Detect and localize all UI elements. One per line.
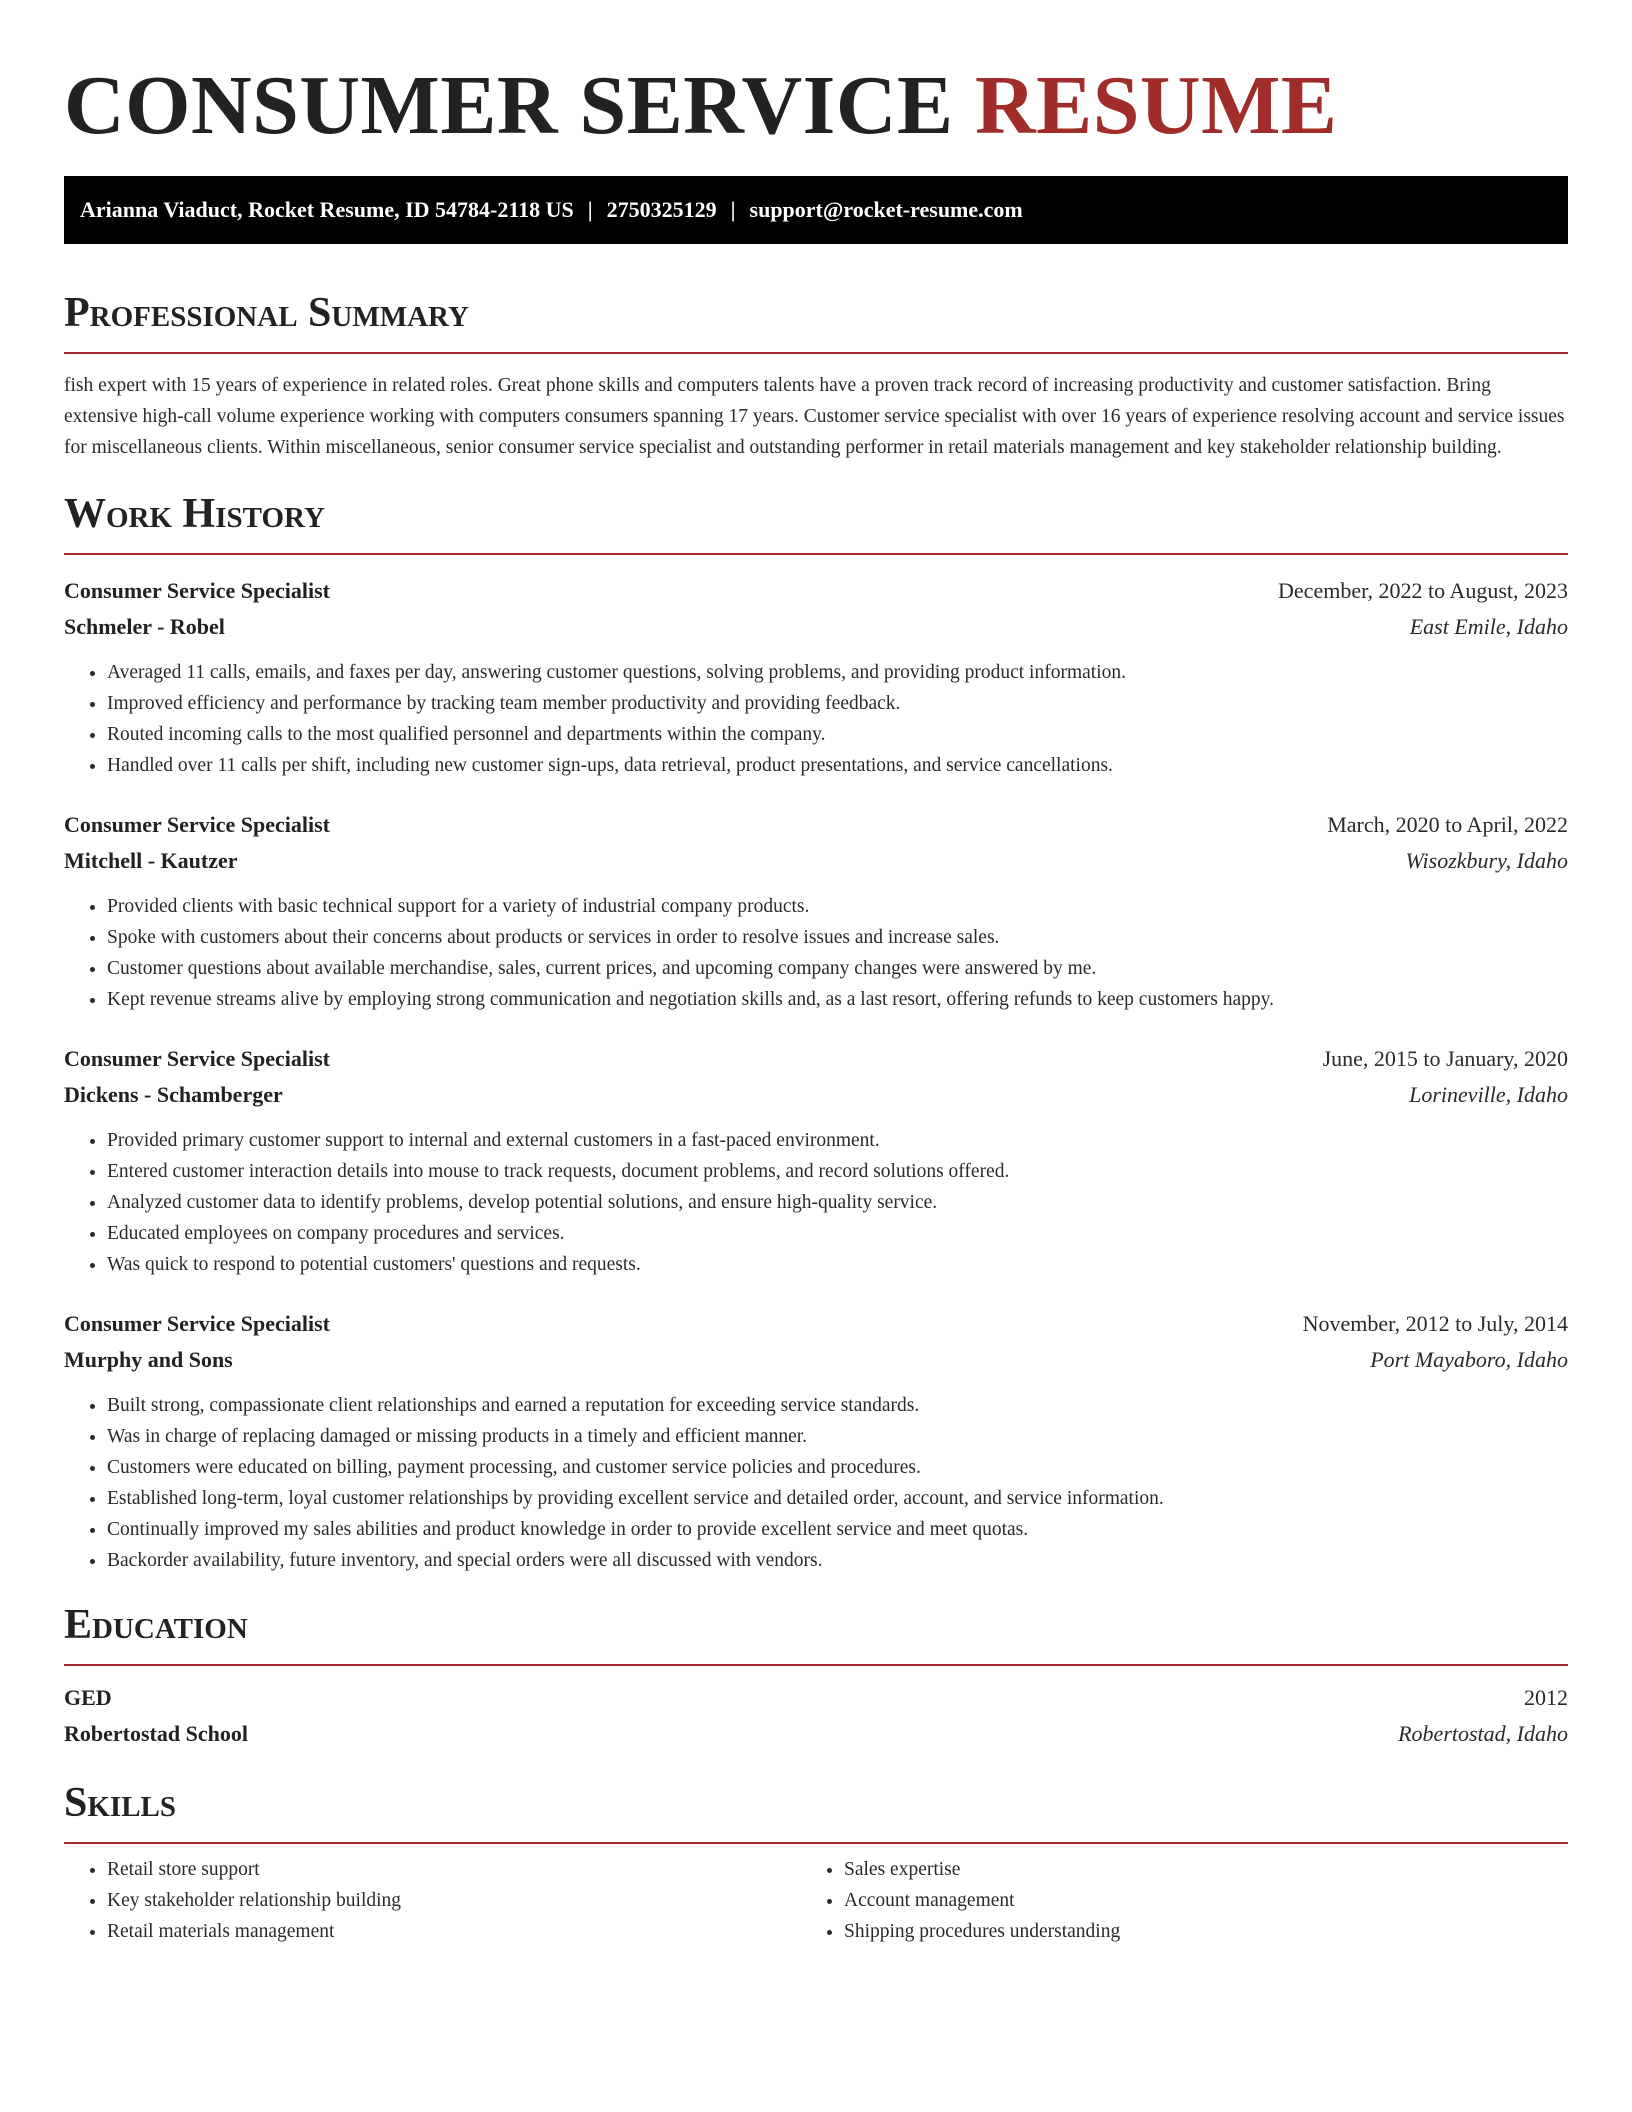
- job-bullets: [64, 891, 1568, 1015]
- education-degree: GED: [64, 1685, 112, 1710]
- skill-item: • Account management: [844, 1885, 1538, 1916]
- job-bullet: • Customer questions about available merchandise, sales, current prices, and upcoming company changes were answered by me.: [107, 953, 1568, 984]
- education-section: [64, 1600, 1568, 1752]
- job-location: Port Mayaboro, Idaho: [1370, 1347, 1568, 1372]
- title-accent: RESUME: [975, 59, 1338, 152]
- job-bullet: • Analyzed customer data to identify problems, develop potential solutions, and ensure high-quality service.: [107, 1187, 1568, 1218]
- job-bullet: • Built strong, compassionate client relationships and earned a reputation for exceeding service standards.: [107, 1390, 1568, 1421]
- job-list: [64, 573, 1568, 1576]
- job-row-bottom: [64, 1077, 1568, 1113]
- job-bullet: • Improved efficiency and performance by tracking team member productivity and providing feedback.: [107, 688, 1568, 719]
- section-heading-work-history: Work History: [64, 491, 325, 537]
- job-title: Consumer Service Specialist: [64, 578, 331, 603]
- job-bullet: • Was quick to respond to potential customers' questions and requests.: [107, 1249, 1568, 1280]
- education-school: Robertostad School: [64, 1721, 248, 1746]
- summary-section: [64, 288, 1568, 463]
- job-bullets: [64, 1390, 1568, 1576]
- contact-separator: |: [587, 197, 593, 222]
- skill-item: • Retail materials management: [107, 1916, 801, 1947]
- job-bullets: [64, 657, 1568, 781]
- job-row-bottom: [64, 843, 1568, 879]
- skills-grid: [64, 1854, 1568, 1947]
- job-bullet: • Spoke with customers about their concerns about products or services in order to resolve issues and increase sales.: [107, 922, 1568, 953]
- resume-title: [64, 58, 1568, 154]
- contact-separator: |: [730, 197, 736, 222]
- section-divider: [64, 553, 1568, 555]
- job-dates: December, 2022 to August, 2023: [1278, 578, 1568, 603]
- job-company: Mitchell - Kautzer: [64, 848, 238, 873]
- skills-section: [64, 1778, 1568, 1947]
- job-company: Dickens - Schamberger: [64, 1082, 283, 1107]
- section-divider: [64, 1842, 1568, 1844]
- education-row-top: [64, 1680, 1568, 1716]
- job-bullet: • Continually improved my sales abilities and product knowledge in order to provide excellent service and meet quotas.: [107, 1514, 1568, 1545]
- section-divider: [64, 352, 1568, 354]
- job-row-top: [64, 807, 1568, 843]
- job-location: Lorineville, Idaho: [1409, 1082, 1568, 1107]
- job-entry: [64, 1041, 1568, 1280]
- job-company: Murphy and Sons: [64, 1347, 233, 1372]
- education-row-bottom: [64, 1716, 1568, 1752]
- education-location: Robertostad, Idaho: [1398, 1721, 1568, 1746]
- job-row-bottom: [64, 609, 1568, 645]
- job-row-bottom: [64, 1342, 1568, 1378]
- job-bullet: • Customers were educated on billing, payment processing, and customer service policies and procedures.: [107, 1452, 1568, 1483]
- job-bullet: • Educated employees on company procedures and services.: [107, 1218, 1568, 1249]
- skills-column-left: [64, 1854, 801, 1947]
- job-bullet: • Provided primary customer support to internal and external customers in a fast-paced environment.: [107, 1125, 1568, 1156]
- contact-phone: 2750325129: [606, 197, 717, 222]
- skill-item: • Sales expertise: [844, 1854, 1538, 1885]
- skill-item: • Shipping procedures understanding: [844, 1916, 1538, 1947]
- job-bullet: • Entered customer interaction details into mouse to track requests, document problems, and record solutions offered.: [107, 1156, 1568, 1187]
- work-history-section: [64, 489, 1568, 1576]
- job-row-top: [64, 1041, 1568, 1077]
- job-row-top: [64, 1306, 1568, 1342]
- section-divider: [64, 1664, 1568, 1666]
- job-entry: [64, 1306, 1568, 1576]
- education-entry: [64, 1680, 1568, 1752]
- job-title: Consumer Service Specialist: [64, 812, 331, 837]
- job-bullet: • Backorder availability, future inventory, and special orders were all discussed with vendors.: [107, 1545, 1568, 1576]
- job-title: Consumer Service Specialist: [64, 1046, 331, 1071]
- title-main: CONSUMER SERVICE: [64, 59, 976, 152]
- job-bullet: • Established long-term, loyal customer relationships by providing excellent service and detailed order, account, and service information.: [107, 1483, 1568, 1514]
- job-bullet: • Averaged 11 calls, emails, and faxes per day, answering customer questions, solving problems, and providing product information.: [107, 657, 1568, 688]
- job-bullet: • Kept revenue streams alive by employing strong communication and negotiation skills and, as a last resort, offering refunds to keep customers happy.: [107, 984, 1568, 1015]
- job-bullet: • Routed incoming calls to the most qualified personnel and departments within the company.: [107, 719, 1568, 750]
- job-entry: [64, 807, 1568, 1015]
- contact-email[interactable]: support@rocket-resume.com: [749, 197, 1023, 222]
- job-bullet: • Provided clients with basic technical support for a variety of industrial company products.: [107, 891, 1568, 922]
- job-bullets: [64, 1125, 1568, 1280]
- job-row-top: [64, 573, 1568, 609]
- skill-item: • Key stakeholder relationship building: [107, 1885, 801, 1916]
- skills-column-right: [801, 1854, 1538, 1947]
- job-entry: [64, 573, 1568, 781]
- job-bullet: • Handled over 11 calls per shift, including new customer sign-ups, data retrieval, product presentations, and service cancellations.: [107, 750, 1568, 781]
- section-heading-skills: Skills: [64, 1780, 177, 1826]
- education-year: 2012: [1524, 1685, 1568, 1710]
- contact-address: Arianna Viaduct, Rocket Resume, ID 54784-2118 US: [80, 197, 574, 222]
- job-title: Consumer Service Specialist: [64, 1311, 331, 1336]
- job-dates: November, 2012 to July, 2014: [1302, 1311, 1568, 1336]
- section-heading-summary: Professional Summary: [64, 290, 469, 336]
- job-location: East Emile, Idaho: [1409, 614, 1568, 639]
- job-dates: June, 2015 to January, 2020: [1322, 1046, 1568, 1071]
- contact-bar: [64, 176, 1568, 244]
- job-dates: March, 2020 to April, 2022: [1327, 812, 1568, 837]
- section-heading-education: Education: [64, 1602, 248, 1648]
- summary-text: fish expert with 15 years of experience in related roles. Great phone skills and computers talents have a proven track record of increasing productivity and customer satisfaction. Bring extensive high-call volume experience working with computers consumers spanning 17 years. Customer service specialist with over 16 years of experience resolving account and service issues for miscellaneous clients. Within miscellaneous, senior consumer service specialist and outstanding performer in retail materials management and key stakeholder relationship building.: [64, 375, 1565, 458]
- job-location: Wisozkbury, Idaho: [1405, 848, 1568, 873]
- skill-item: • Retail store support: [107, 1854, 801, 1885]
- job-bullet: • Was in charge of replacing damaged or missing products in a timely and efficient manner.: [107, 1421, 1568, 1452]
- job-company: Schmeler - Robel: [64, 614, 225, 639]
